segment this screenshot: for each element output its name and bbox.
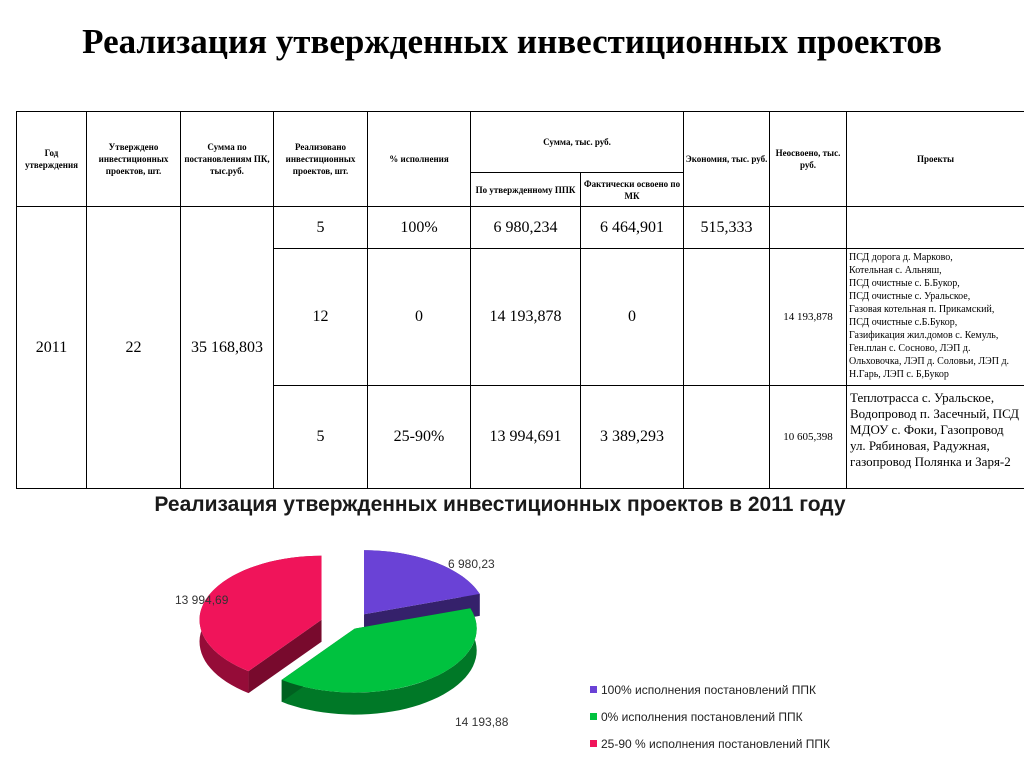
header-approved: Утверждено инвестиционных проектов, шт. [87, 112, 181, 207]
legend-item-2 [590, 703, 1010, 730]
row3-sum-actual: 3 389,293 [581, 386, 684, 489]
legend-swatch-3 [590, 740, 597, 747]
chart-title: Реализация утвержденных инвестиционных проектов в 2011 году [154, 493, 846, 516]
header-economy: Экономия, тыс. руб. [684, 112, 770, 207]
pie-data-label-3: 13 994,69 [175, 593, 229, 607]
header-sum-resolutions: Сумма по постановлениям ПК, тыс.руб. [181, 112, 274, 207]
row1-sum-approved: 6 980,234 [471, 207, 581, 249]
legend-label-2: 0% исполнения постановлений ППК [601, 709, 803, 724]
header-sum-approved: По утвержденному ППК [471, 173, 581, 207]
header-implemented: Реализовано инвестиционных проектов, шт. [274, 112, 368, 207]
approved-count-cell: 22 [87, 207, 181, 489]
legend-label-3: 25-90 % исполнения постановлений ППК [601, 736, 830, 751]
row3-unused: 10 605,398 [770, 386, 847, 489]
row2-implemented: 12 [274, 249, 368, 386]
row1-implemented: 5 [274, 207, 368, 249]
row1-sum-actual: 6 464,901 [581, 207, 684, 249]
legend-item-1 [590, 676, 1010, 703]
row2-unused: 14 193,878 [770, 249, 847, 386]
row2-economy [684, 249, 770, 386]
row2-sum-actual: 0 [581, 249, 684, 386]
row3-implemented: 5 [274, 386, 368, 489]
legend-swatch-1 [590, 686, 597, 693]
header-percent: % исполнения [368, 112, 471, 207]
header-sum-actual: Фактически освоено по МК [581, 173, 684, 207]
row3-sum-approved: 13 994,691 [471, 386, 581, 489]
row3-projects: Теплотрасса с. Уральское, Водопровод п. Засечный, ПСД МДОУ с. Фоки, Газопровод ул. Рябиновая, Радужная, газопровод Полянка и Заря-2 [847, 386, 1024, 489]
pie-data-label-1: 6 980,23 [448, 557, 495, 571]
row3-percent: 25-90% [368, 386, 471, 489]
row1-unused [770, 207, 847, 249]
row2-projects: ПСД дорога д. Марково, Котельная с. Альняш, ПСД очистные с. Б.Букор, ПСД очистные с. Уральское, Газовая котельная п. Прикамский, ПСД очистные с.Б.Букор, Газификация жил.домов с. Кемуль, Ген.план с. Сосново, ЛЭП д. Ольховочка, ЛЭП д. Соловьи, ЛЭП д. Н.Гарь, ЛЭП с. Б,Букор [847, 249, 1024, 386]
projects-table [16, 111, 1024, 489]
row2-sum-approved: 14 193,878 [471, 249, 581, 386]
legend-item-3 [590, 730, 1010, 757]
header-unused: Неосвоено, тыс. руб. [770, 112, 847, 207]
header-year: Год утверждения [17, 112, 87, 207]
header-projects: Проекты [847, 112, 1024, 207]
header-sum-group: Сумма, тыс. руб. [471, 112, 684, 173]
row2-percent: 0 [368, 249, 471, 386]
row1-economy: 515,333 [684, 207, 770, 249]
slide-title: Реализация утвержденных инвестиционных проектов [82, 22, 942, 61]
row3-economy [684, 386, 770, 489]
row1-percent: 100% [368, 207, 471, 249]
year-cell: 2011 [17, 207, 87, 489]
row1-projects [847, 207, 1024, 249]
legend-swatch-2 [590, 713, 597, 720]
chart-legend [590, 676, 1010, 757]
pie-data-label-2: 14 193,88 [455, 715, 509, 729]
total-sum-cell: 35 168,803 [181, 207, 274, 489]
legend-label-1: 100% исполнения постановлений ППК [601, 682, 816, 697]
